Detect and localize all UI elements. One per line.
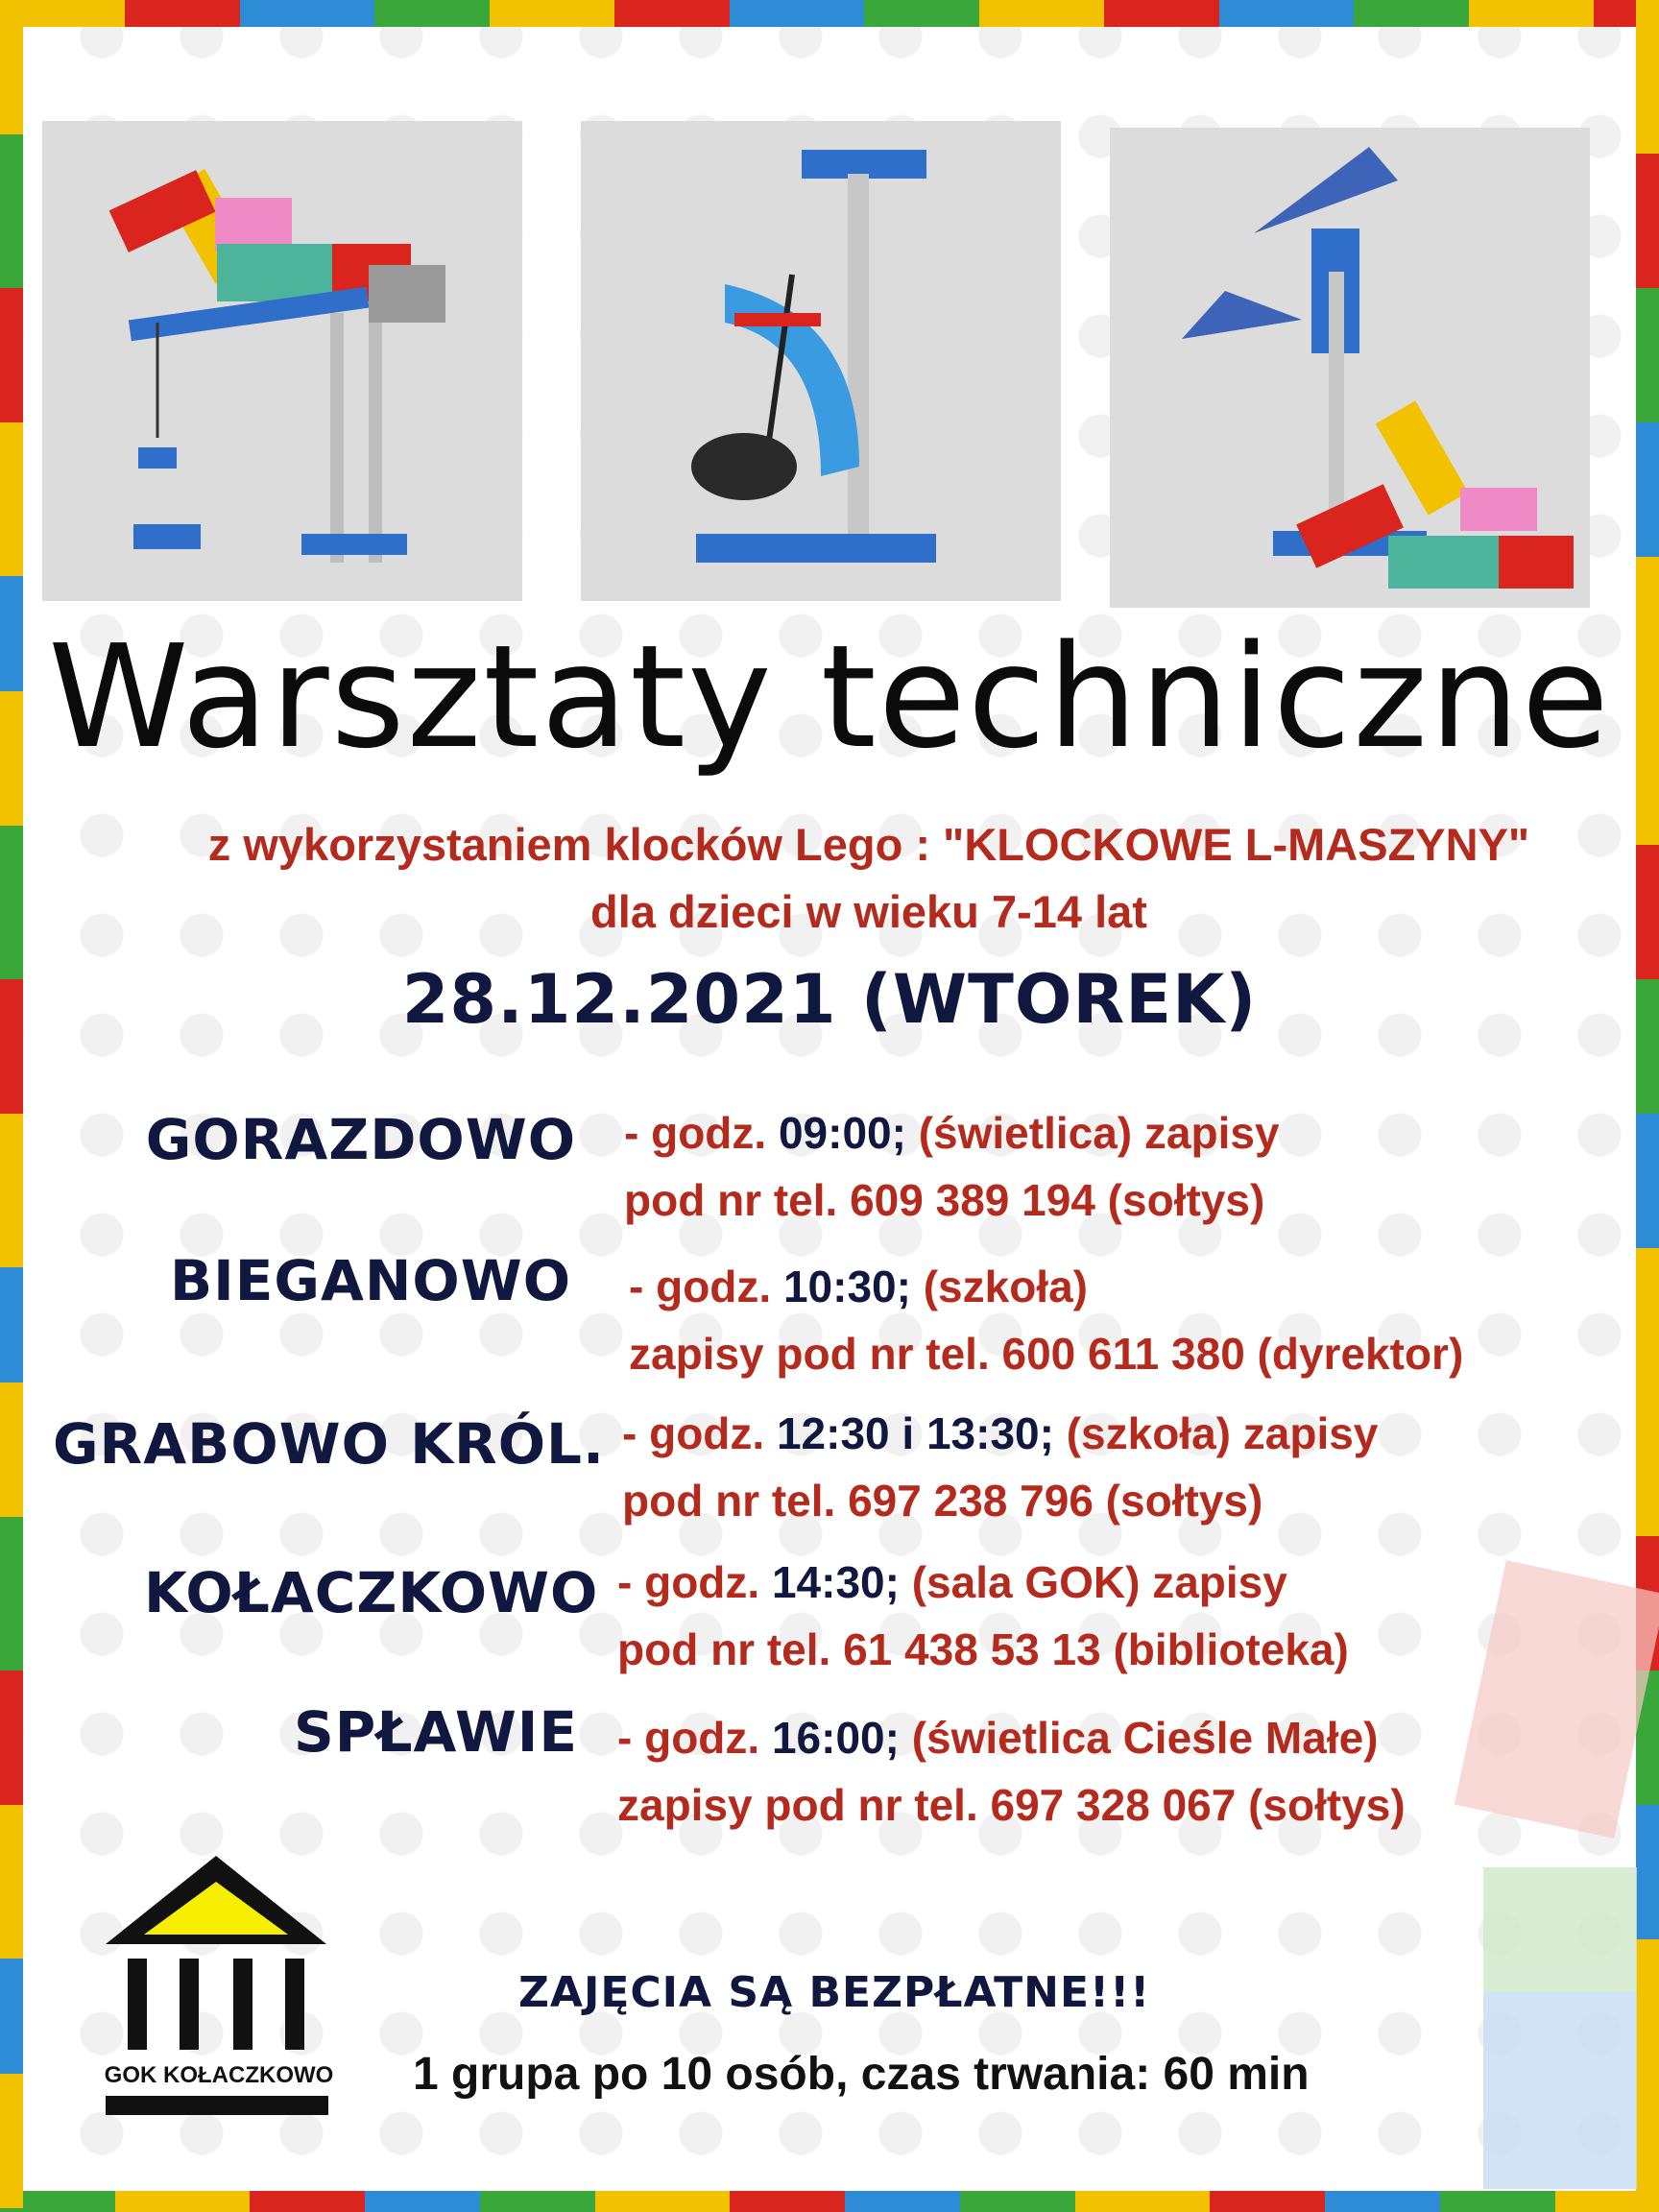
lego-border-bottom (0, 2191, 1659, 2212)
location-info (617, 1549, 1349, 1683)
phone-line: pod nr tel. 61 438 53 13 (biblioteka) (617, 1624, 1349, 1674)
time-prefix: - godz. (624, 1108, 779, 1158)
faded-brick-decoration-icon-3 (1483, 1992, 1637, 2189)
place-and-signup: (sala GOK) zapisy (899, 1557, 1287, 1607)
lego-pendulum-photo (581, 121, 1061, 601)
location-info (617, 1704, 1406, 1839)
time-value: 14:30; (771, 1557, 900, 1607)
group-info: 1 grupa po 10 osób, czas trwania: 60 min (413, 2049, 1310, 2100)
location-name: KOŁACZKOWO (144, 1560, 599, 1625)
lego-border-top (0, 0, 1659, 27)
faded-brick-decoration-icon-2 (1483, 1867, 1637, 1992)
phone-line: zapisy pod nr tel. 600 611 380 (dyrektor) (629, 1329, 1464, 1379)
lego-border-right (1636, 0, 1659, 2212)
page-title: Warsztaty techniczne (48, 614, 1611, 780)
subtitle-line-2: dla dzieci w wieku 7-14 lat (590, 886, 1147, 937)
place-and-signup: (świetlica) zapisy (905, 1108, 1280, 1158)
time-value: 12:30 i 13:30; (776, 1408, 1054, 1458)
location-name: GRABOWO KRÓL. (52, 1411, 605, 1477)
time-prefix: - godz. (617, 1557, 772, 1607)
time-prefix: - godz. (617, 1713, 772, 1763)
phone-line: pod nr tel. 609 389 194 (sołtys) (624, 1175, 1265, 1225)
lego-border-left (0, 0, 23, 2212)
phone-line: zapisy pod nr tel. 697 328 067 (sołtys) (617, 1780, 1406, 1830)
time-prefix: - godz. (622, 1408, 777, 1458)
place-and-signup: (szkoła) zapisy (1053, 1408, 1379, 1458)
event-date: 28.12.2021 (WTOREK) (401, 960, 1258, 1039)
free-classes-note: ZAJĘCIA SĄ BEZPŁATNE!!! (518, 1968, 1151, 2017)
location-name: BIEGANOWO (169, 1248, 571, 1313)
time-value: 09:00; (778, 1108, 906, 1158)
location-name: SPŁAWIE (294, 1699, 578, 1765)
time-value: 16:00; (771, 1713, 900, 1763)
time-value: 10:30; (782, 1262, 911, 1311)
place-and-signup: (świetlica Cieśle Małe) (899, 1713, 1379, 1763)
place-and-signup: (szkoła) (910, 1262, 1088, 1311)
phone-line: pod nr tel. 697 238 796 (sołtys) (622, 1476, 1263, 1526)
lego-crane-photo (42, 121, 522, 601)
subtitle-line-1: z wykorzystaniem klocków Lego : "KLOCKOWE L-MASZYNY" (207, 819, 1530, 870)
logo-label: GOK KOŁACZKOWO (104, 2062, 334, 2088)
time-prefix: - godz. (629, 1262, 783, 1311)
location-name: GORAZDOWO (145, 1107, 576, 1172)
location-info (624, 1099, 1280, 1234)
location-info (622, 1400, 1378, 1534)
location-info (629, 1253, 1463, 1387)
lego-windmill-photo (1110, 128, 1590, 608)
